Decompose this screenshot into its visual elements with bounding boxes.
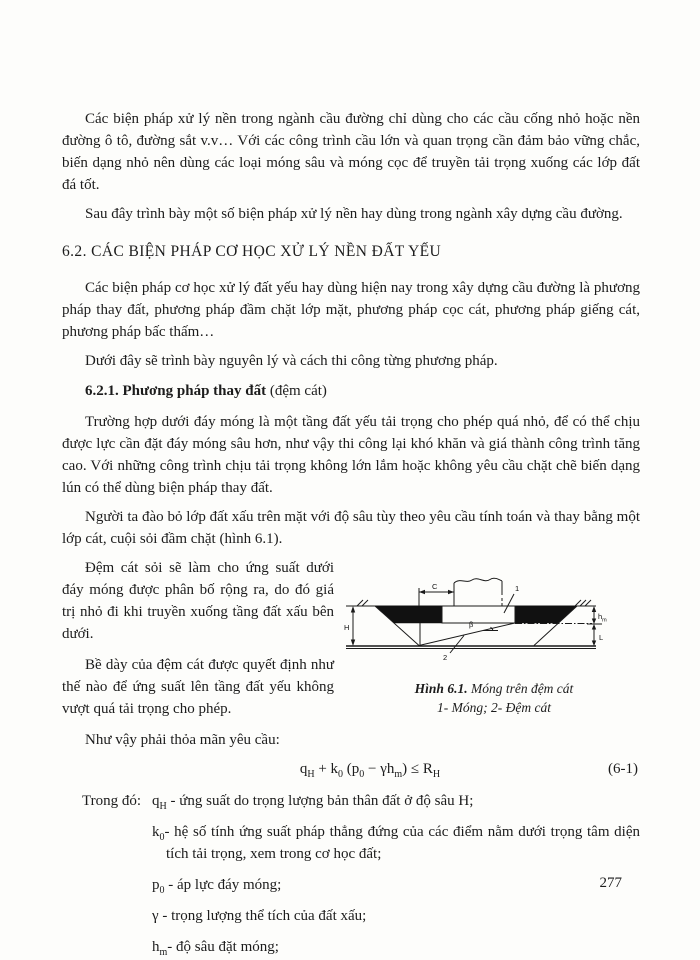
subsection-heading-6-2-1 (62, 380, 640, 402)
definition-p0: $p_0$ - áp lực đáy móng; (152, 877, 282, 896)
paragraph-cushion-effect: Đệm cát sỏi sẽ làm cho ứng suất dưới đáy móng được phân bố rộng ra, do đó giá trị nhỏ đi khi truyền xuống tầng đất xấu bên dưới. (62, 560, 334, 642)
dimension-h (351, 606, 355, 646)
definition-k0: $k_0-$ hệ số tính ứng suất pháp thẳng đứng của các điểm nằm dưới trọng tâm diện tích tải trọng, xem trong cơ học đất; (152, 824, 640, 862)
dim-label-hm: $h_m$ (598, 612, 607, 624)
ground-hatch-right (575, 600, 591, 606)
where-block (82, 790, 640, 960)
paragraph-intro-2: Sau đây trình bày một số biện pháp xử lý nền hay dùng trong ngành xây dựng cầu đường. (85, 206, 623, 222)
figure-caption-line2: 1- Móng; 2- Đệm cát (437, 700, 551, 715)
two-column-section (62, 557, 640, 729)
cushion-spread-diagonal (419, 623, 515, 646)
equation-expression: $q_H + k_0$ $(p_0 - \gamma h_m) \le R_H$ (299, 761, 441, 780)
dim-label-c: C (432, 582, 438, 591)
section-heading-6-2: 6.2. CÁC BIỆN PHÁP CƠ HỌC XỬ LÝ NỀN ĐẤT YẾU (62, 243, 442, 260)
where-label: Trong đó: (82, 793, 142, 809)
subsection-heading-bold: 6.2.1. Phương pháp thay đất (85, 383, 267, 399)
paragraph-excavate: Người ta đào bỏ lớp đất xấu trên mặt với độ sâu tùy theo yêu cầu tính toán và thay bằng một lớp cát, cuội sỏi đầm chặt (hình 6.1). (62, 509, 640, 547)
paragraph-intro-1: Các biện pháp xử lý nền trong ngành cầu đường chỉ dùng cho các cầu cống nhỏ hoặc nền đường ô tô, đường sắt v.v… Với các công trình cầu lớn và quan trọng cần đảm bảo vững chắc, biến dạng nhỏ nên dùng các loại móng sâu và móng cọc để truyền tải trọng xuống các lớp đất đá tốt. (62, 111, 640, 193)
definition-hm: $h_m-$ độ sâu đặt móng; (152, 939, 279, 958)
column (454, 578, 502, 606)
equation-number: (6-1) (608, 761, 638, 777)
part-label-foundation: 1 (515, 584, 520, 593)
figure-6-1 (344, 557, 644, 717)
paragraph-methods: Các biện pháp cơ học xử lý đất yếu hay dùng hiện nay trong xây dựng cầu đường là phương pháp thay đất, phương pháp đầm chặt lớp mặt, phương pháp cọc cát, phương pháp giếng cát, phương pháp bấc thấm… (62, 280, 640, 340)
dim-label-l: L (599, 633, 604, 642)
paragraph-lead: Dưới đây sẽ trình bày nguyên lý và cách thi công từng phương pháp. (85, 353, 498, 369)
equation-6-1 (62, 758, 640, 780)
paragraph-thickness: Bề dày của đệm cát được quyết định như thế nào để ứng suất lên tầng đất yếu không vượt quá tải trọng cho phép. (62, 657, 334, 717)
page-number: 277 (599, 875, 622, 891)
part-label-cushion: 2 (443, 653, 448, 662)
subsection-heading-normal: (đệm cát) (266, 383, 327, 399)
paragraph-requirement: Như vậy phải thỏa mãn yêu cầu: (85, 732, 280, 748)
ground-hatch-left (357, 600, 368, 606)
dim-label-h: H (344, 623, 350, 632)
foundation-block (442, 606, 515, 623)
figure-column (334, 557, 644, 729)
left-text-column (62, 557, 334, 729)
angle-label-beta: β (469, 620, 474, 629)
figure-caption (344, 679, 644, 717)
definition-gamma: γ - trọng lượng thể tích của đất xấu; (152, 908, 367, 924)
paragraph-case: Trường hợp dưới đáy móng là một tầng đất yếu tải trọng cho phép quá nhỏ, để có thể chịu được lực cần đặt đáy móng sâu hơn, như vậy thi công lại khó khăn và giá thành công trình tăng cao. Với những công trình chịu tải trọng không lớn lắm hoặc không yêu cầu chặt chẽ biến dạng lún có thể dùng biện pháp thay đất. (62, 414, 640, 496)
figure-caption-line1: Hình 6.1. Móng trên đệm cát (414, 681, 574, 696)
definition-qH: $q_H$ - ứng suất do trọng lượng bản thân đất ở độ sâu H; (152, 793, 474, 812)
where-items (152, 790, 640, 960)
foundation-sand-cushion-diagram (344, 557, 644, 669)
